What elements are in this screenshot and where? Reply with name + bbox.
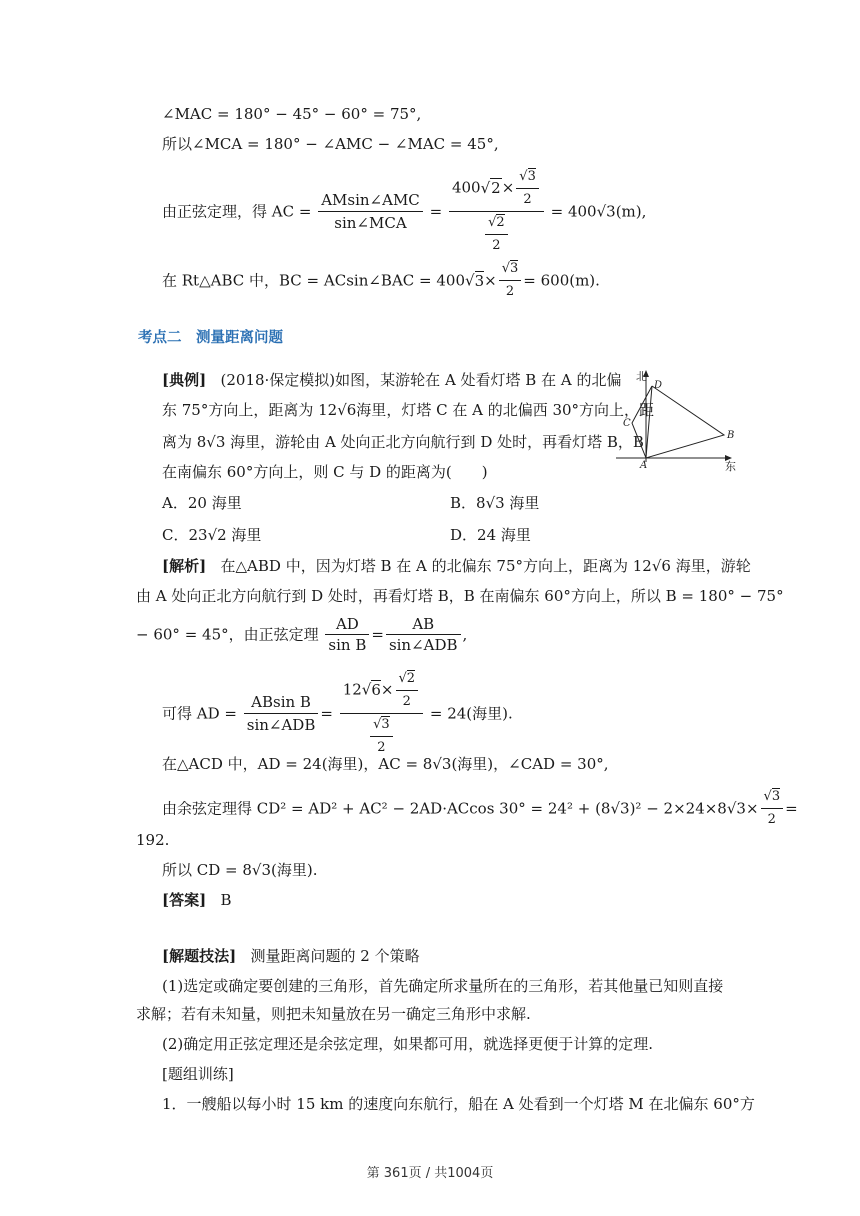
formula-line: 可得 AD = $\frac{\text{ABsin B}}{\text{sin∠ADB}}$ = 12√6× $\frac{√2}{2}$ $\frac{√3}{2}$ = 24(海里).	[162, 668, 513, 759]
example-line	[162, 370, 621, 390]
solution-line: 所以 CD = 8√3(海里).	[162, 861, 318, 879]
point-a-label: A	[640, 460, 648, 471]
question-line: 1．一艘船以每小时 15 km 的速度向东航行，船在 A 处看到一个灯塔 M 在北偏东 60°方	[162, 1095, 755, 1113]
solution-line	[162, 556, 751, 576]
east-label: 东	[725, 460, 736, 473]
point-d-label: D	[654, 380, 663, 391]
fraction-denominator: sin∠ADB	[388, 636, 458, 654]
fraction	[318, 189, 423, 234]
example-label: [典例]	[162, 371, 207, 389]
text-line: ∠MAC = 180° − 45° − 60° = 75°,	[162, 105, 422, 123]
direction-diagram	[610, 366, 740, 476]
answer-line	[162, 890, 232, 910]
tips-label: [解题技法]	[162, 947, 237, 965]
answer-label: [答案]	[162, 891, 207, 909]
solution-line: 在△ACD 中，AD = 24(海里)，AC = 8√3(海里)，∠CAD = 30°,	[162, 755, 609, 773]
fraction	[386, 614, 461, 655]
formula-line: 在 Rt△ABC 中，BC = ACsin∠BAC = 400√3× $\frac{√3}{2}$ = 600(m).	[162, 258, 600, 303]
formula-prefix: 在 Rt△ABC 中，BC = ACsin∠BAC = 400	[162, 271, 465, 290]
example-line: 东 75°方向上，距离为 12√6海里，灯塔 C 在 A 的北偏西 30°方向上，距	[162, 401, 655, 419]
section-title: 考点二 测量距离问题	[138, 330, 283, 346]
fraction-numerator: AMsin∠AMC	[318, 189, 423, 212]
formula-suffix: =	[785, 799, 798, 818]
formula-prefix: 由余弦定理得 CD² = AD² + AC² − 2AD·ACcos 30° = 24² + (8√3)² − 2×24×8√3×	[162, 799, 759, 818]
solution-line: 192.	[136, 831, 170, 849]
formula-result: = 400√3(m),	[550, 202, 647, 221]
tips-paragraph: (1)选定或确定要创建的三角形，首先确定所求量所在的三角形，若其他量已知则直接	[162, 977, 724, 995]
solution-text: 在△ABD 中，因为灯塔 B 在 A 的北偏东 75°方向上，距离为 12√6 海里，游轮	[220, 557, 751, 575]
fraction-denominator: sin∠MCA	[334, 214, 407, 232]
formula-result: = 24(海里).	[429, 704, 513, 723]
solution-line: 由 A 处向正北方向航行到 D 处时，再看灯塔 B，B 在南偏东 60°方向上，所以 B = 180° − 75°	[136, 587, 784, 605]
fraction-denominator: sin∠ADB	[246, 716, 316, 734]
example-text: 如图，某游轮在 A 处看灯塔 B 在 A 的北偏	[335, 371, 622, 389]
tips-paragraph: 求解；若有未知量，则把未知量放在另一确定三角形中求解.	[136, 1005, 531, 1023]
nested-fraction: 12√6× $\frac{√2}{2}$ $\frac{√3}{2}$	[340, 668, 423, 759]
point-c-label: C	[623, 418, 631, 429]
point-b-label: B	[727, 430, 735, 441]
fraction-numerator: ABsin B	[244, 691, 319, 714]
example-source: (2018·保定模拟)	[220, 371, 336, 389]
example-line: 离为 8√3 海里，游轮由 A 处向正北方向航行到 D 处时，再看灯塔 B，B	[162, 433, 644, 451]
formula-prefix: 由正弦定理，得 AC =	[162, 202, 312, 221]
formula-line: 由余弦定理得 CD² = AD² + AC² − 2AD·ACcos 30° = 24² + (8√3)² − 2×24×8√3× $\frac{√3}{2}$ =	[162, 786, 798, 831]
option-d: D．24 海里	[450, 526, 531, 544]
example-line: 在南偏东 60°方向上，则 C 与 D 的距离为( )	[162, 463, 488, 481]
triangle-abd	[646, 386, 724, 458]
fraction	[244, 691, 319, 736]
fraction	[325, 614, 369, 655]
tips-paragraph: (2)确定用正弦定理还是余弦定理，如果都可用，就选择更便于计算的定理.	[162, 1035, 654, 1053]
formula-line: − 60° = 45°，由正弦定理 $\frac{AD}{\text{sin B}}$ = $\frac{AB}{\text{sin∠ADB}}$ ,	[136, 615, 468, 654]
text-line: 所以∠MCA = 180° − ∠AMC − ∠MAC = 45°,	[162, 135, 499, 153]
fraction-numerator: AD	[325, 614, 369, 635]
solution-label: [解析]	[162, 557, 207, 575]
tips-title	[162, 946, 420, 966]
formula-prefix: − 60° = 45°，由正弦定理	[136, 625, 319, 644]
option-b: B．8√3 海里	[450, 494, 540, 512]
fraction-denominator: sin B	[328, 636, 367, 654]
north-label: 北	[636, 370, 647, 383]
formula-prefix: 可得 AD =	[162, 704, 237, 723]
answer-value: B	[220, 891, 232, 909]
formula-line: 由正弦定理，得 AC = $\frac{\text{AMsin∠AMC}}{\text{sin∠MCA}}$ = 400√2× $\frac{√3}{2}$ $\frac{√2}{2}$ = 400√3(m),	[162, 166, 646, 257]
formula-suffix: = 600(m).	[523, 271, 600, 290]
nested-fraction: 400√2× $\frac{√3}{2}$ $\frac{√2}{2}$	[449, 166, 544, 257]
fraction-numerator: AB	[386, 614, 461, 635]
group-label: [题组训练]	[162, 1065, 234, 1083]
option-a: A．20 海里	[162, 494, 242, 512]
option-c: C．23√2 海里	[162, 526, 262, 544]
tips-heading: 测量距离问题的 2 个策略	[250, 947, 420, 965]
page-footer: 第 361页 / 共1004页	[366, 1166, 494, 1181]
